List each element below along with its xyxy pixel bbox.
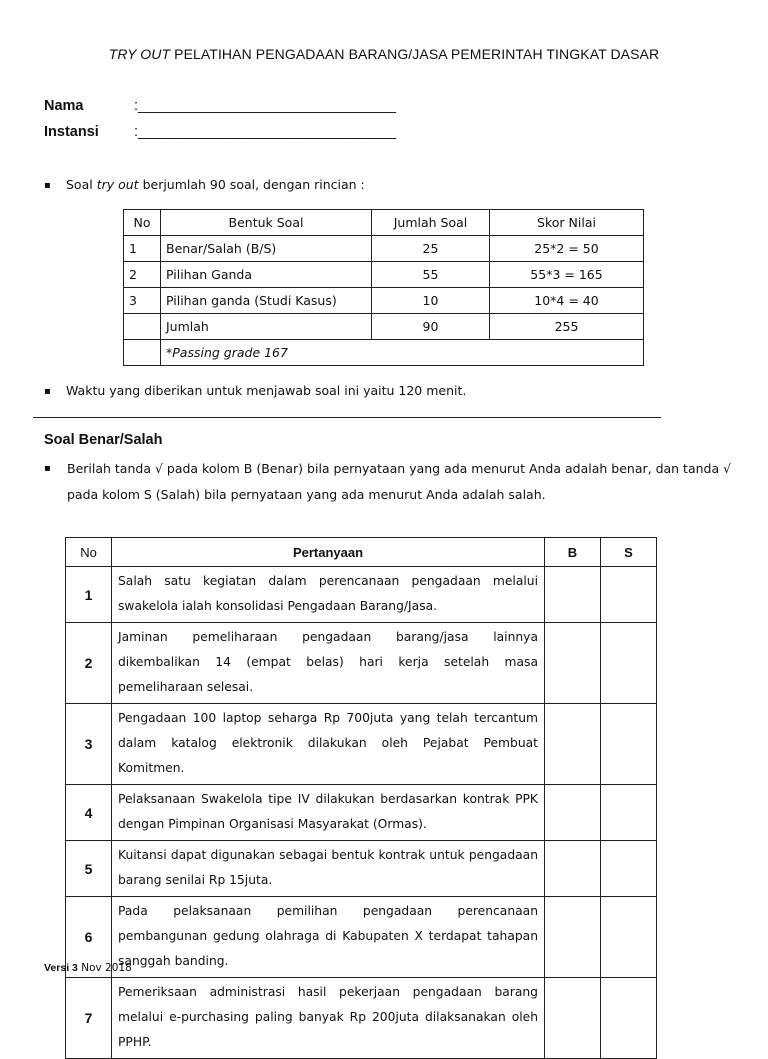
summary-cell-bentuk: Pilihan ganda (Studi Kasus) [161, 288, 372, 314]
summary-total-count: 90 [372, 314, 490, 340]
question-text: Pada pelaksanaan pemilihan pengadaan perencanaan pembangunan gedung olahraga di Kabupaten X terdapat tahapan sanggah banding. [112, 897, 545, 978]
nama-label: Nama [44, 98, 84, 114]
answer-cell-s[interactable] [601, 785, 657, 841]
table-row [66, 704, 657, 785]
summary-cell-skor: 55*3 = 165 [490, 262, 644, 288]
summary-cell-bentuk: Benar/Salah (B/S) [161, 236, 372, 262]
footer [44, 962, 132, 974]
summary-cell-bentuk: Pilihan Ganda [161, 262, 372, 288]
question-text: Salah satu kegiatan dalam perencanaan pengadaan melalui swakelola ialah konsolidasi Pengadaan Barang/Jasa. [112, 567, 545, 623]
section-title: Soal Benar/Salah [44, 432, 163, 448]
question-number: 1 [66, 567, 112, 623]
instansi-label: Instansi [44, 124, 99, 140]
passing-grade: *Passing grade 167 [161, 340, 644, 366]
answer-cell-s[interactable] [601, 841, 657, 897]
bullet-icon: ▪ [44, 386, 51, 397]
question-number: 5 [66, 841, 112, 897]
summary-header-no: No [124, 210, 161, 236]
time-note [44, 378, 466, 405]
summary-table [123, 209, 644, 366]
summary-cell-no: 1 [124, 236, 161, 262]
answer-cell-b[interactable] [545, 785, 601, 841]
time-note-text: Waktu yang diberikan untuk menjawab soal ini yaitu 120 menit. [66, 383, 467, 398]
table-row [66, 841, 657, 897]
intro-pre: Soal [66, 177, 97, 192]
summary-cell-skor: 25*2 = 50 [490, 236, 644, 262]
summary-header-jumlah: Jumlah Soal [372, 210, 490, 236]
question-text: Pengadaan 100 laptop seharga Rp 700juta yang telah tercantum dalam katalog elektronik dilakukan oleh Pejabat Pembuat Komitmen. [112, 704, 545, 785]
section-instruction [44, 456, 744, 508]
instruction-text: Berilah tanda √ pada kolom B (Benar) bila pernyataan yang ada menurut Anda adalah benar, dan tanda √ pada kolom S (Salah) bila pernyataan yang ada menurut Anda adalah salah. [67, 461, 732, 502]
question-text: Kuitansi dapat digunakan sebagai bentuk kontrak untuk pengadaan barang senilai Rp 15juta. [112, 841, 545, 897]
instansi-line: :________________________________ [134, 124, 397, 140]
answer-cell-b[interactable] [545, 841, 601, 897]
table-row [124, 288, 644, 314]
question-text: Pemeriksaan administrasi hasil pekerjaan pengadaan barang melalui e-purchasing paling banyak Rp 200juta dilaksanakan oleh PPHP. [112, 978, 545, 1059]
summary-cell-jumlah: 10 [372, 288, 490, 314]
answer-cell-s[interactable] [601, 897, 657, 978]
answer-cell-s[interactable] [601, 623, 657, 704]
page-title [0, 46, 768, 62]
nama-line: :________________________________ [134, 98, 397, 114]
summary-total-label: Jumlah [161, 314, 372, 340]
bullet-icon: ▪ [44, 463, 51, 474]
answer-cell-b[interactable] [545, 897, 601, 978]
question-number: 6 [66, 897, 112, 978]
summary-cell-no: 2 [124, 262, 161, 288]
summary-cell-no: 3 [124, 288, 161, 314]
table-row [124, 236, 644, 262]
question-number: 7 [66, 978, 112, 1059]
nama-field [44, 98, 396, 114]
questions-header-no: No [66, 538, 112, 567]
summary-total-score: 255 [490, 314, 644, 340]
question-number: 2 [66, 623, 112, 704]
title-italic: TRY OUT [108, 46, 171, 62]
answer-cell-s[interactable] [601, 567, 657, 623]
table-row [66, 897, 657, 978]
summary-cell-jumlah: 55 [372, 262, 490, 288]
answer-cell-b[interactable] [545, 704, 601, 785]
table-row [66, 567, 657, 623]
answer-cell-s[interactable] [601, 704, 657, 785]
title-rest: PELATIHAN PENGADAAN BARANG/JASA PEMERINTAH TINGKAT DASAR [170, 46, 660, 62]
summary-header-bentuk: Bentuk Soal [161, 210, 372, 236]
summary-passing-row [124, 340, 644, 366]
questions-header-pertanyaan: Pertanyaan [112, 538, 545, 567]
summary-header-row [124, 210, 644, 236]
table-row [66, 978, 657, 1059]
questions-header-s: S [601, 538, 657, 567]
summary-total-empty [124, 314, 161, 340]
question-text: Pelaksanaan Swakelola tipe IV dilakukan berdasarkan kontrak PPK dengan Pimpinan Organisasi Masyarakat (Ormas). [112, 785, 545, 841]
summary-passing-empty [124, 340, 161, 366]
footer-version: Versi 3 [44, 962, 78, 974]
table-row [124, 262, 644, 288]
answer-cell-b[interactable] [545, 978, 601, 1059]
answer-cell-s[interactable] [601, 978, 657, 1059]
question-text: Jaminan pemeliharaan pengadaan barang/jasa lainnya dikembalikan 14 (empat belas) hari kerja setelah masa pemeliharaan selesai. [112, 623, 545, 704]
intro-line [44, 172, 365, 199]
questions-table [65, 537, 657, 1059]
divider [33, 417, 661, 418]
answer-cell-b[interactable] [545, 567, 601, 623]
summary-header-skor: Skor Nilai [490, 210, 644, 236]
table-row [66, 623, 657, 704]
answer-cell-b[interactable] [545, 623, 601, 704]
question-number: 3 [66, 704, 112, 785]
questions-header-b: B [545, 538, 601, 567]
table-row [66, 785, 657, 841]
intro-post: berjumlah 90 soal, dengan rincian : [138, 177, 365, 192]
summary-cell-skor: 10*4 = 40 [490, 288, 644, 314]
bullet-icon: ▪ [44, 180, 51, 191]
instansi-field [44, 124, 396, 140]
summary-cell-jumlah: 25 [372, 236, 490, 262]
questions-header-row [66, 538, 657, 567]
footer-date: Nov 2018 [77, 962, 132, 974]
summary-total-row [124, 314, 644, 340]
question-number: 4 [66, 785, 112, 841]
intro-italic: try out [96, 177, 139, 192]
